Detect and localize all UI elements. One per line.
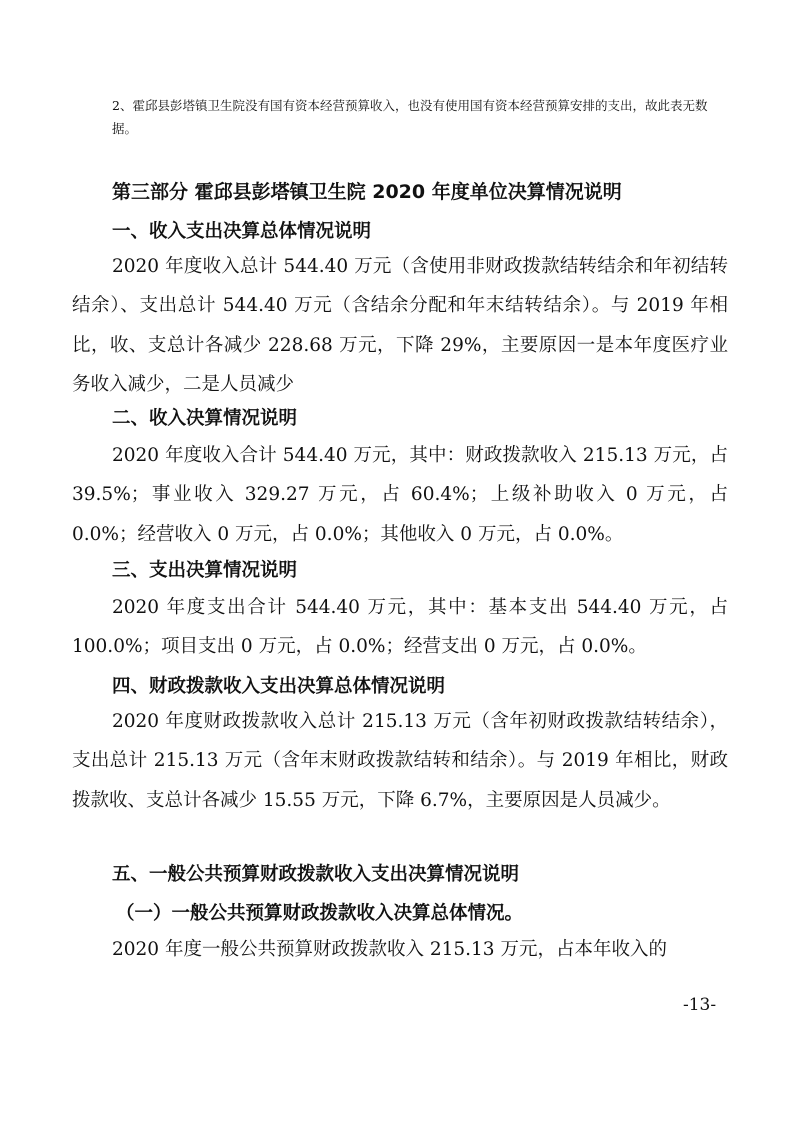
section-5-text: 2020 年度一般公共预算财政拨款收入 215.13 万元，占本年收入的 [112,939,667,960]
page-number: -13- [683,995,717,1015]
section-1-text: 2020 年度收入总计 544.40 万元（含使用非财政拨款结转结余和年初结转结余）、支出总计 544.40 万元（含结余分配和年末结转结余）。与 2019 年相比，收、支总计各减少 228.68 万元，下降 29%，主要原因一是本年度医疗业务收入减少，二是人员减少 [72,256,728,396]
section-5-heading: 五、一般公共预算财政拨款收入支出决算情况说明 [112,864,520,885]
section-3-text: 2020 年度支出合计 544.40 万元，其中：基本支出 544.40 万元，占 100.0%；项目支出 0 万元，占 0.0%；经营支出 0 万元，占 0.0%。 [72,597,728,658]
section-2-text: 2020 年度收入合计 544.40 万元，其中：财政拨款收入 215.13 万元，占 39.5%；事业收入 329.27 万元，占 60.4%；上级补助收入 0 万元，占 0.0%；经营收入 0 万元，占 0.0%；其他收入 0 万元，占 0.0%。 [72,445,728,545]
section-2-heading: 二、收入决算情况说明 [112,408,298,429]
section-3-heading: 三、支出决算情况说明 [112,560,298,581]
section-4-heading: 四、财政拨款收入支出决算总体情况说明 [112,676,446,697]
section-5-subheading: （一）一般公共预算财政拨款收入决算总体情况。 [116,903,524,924]
part-three-title: 第三部分 霍邱县彭塔镇卫生院 2020 年度单位决算情况说明 [112,181,622,203]
section-1-heading: 一、收入支出决算总体情况说明 [112,221,372,242]
table-note: 2、霍邱县彭塔镇卫生院没有国有资本经营预算收入，也没有使用国有资本经营预算安排的支出，故此表无数据。 [112,98,708,136]
section-4-text: 2020 年度财政拨款收入总计 215.13 万元（含年初财政拨款结转结余），支出总计 215.13 万元（含年末财政拨款结转和结余）。与 2019 年相比，财政拨款收、支总计各减少 15.55 万元，下降 6.7%，主要原因是人员减少。 [72,711,728,811]
